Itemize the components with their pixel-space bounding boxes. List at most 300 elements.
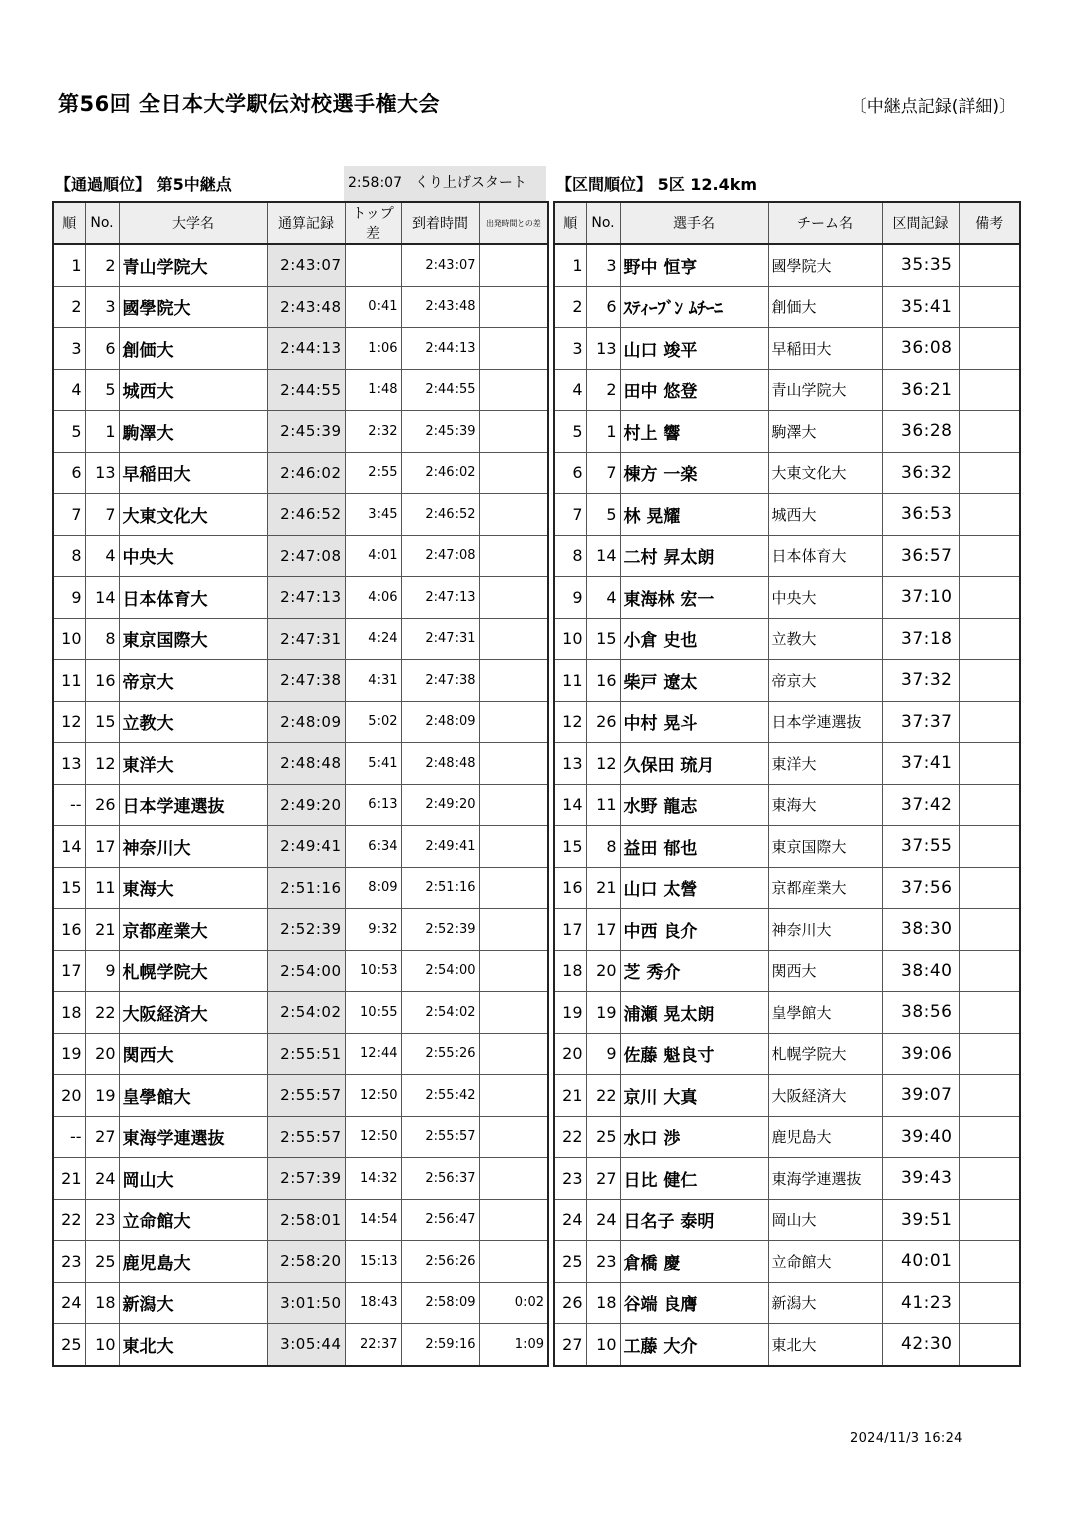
runner-name-cell: 山口 竣平 xyxy=(620,328,768,370)
rank-cell: -- xyxy=(53,1116,85,1158)
departure-gap-cell xyxy=(479,328,548,370)
university-name-cell: 東北大 xyxy=(119,1324,267,1366)
notes-cell xyxy=(959,1199,1020,1241)
table-row xyxy=(554,1158,1020,1200)
cumulative-time-cell: 2:49:41 xyxy=(267,826,345,868)
departure-gap-cell xyxy=(479,1241,548,1283)
university-name-cell: 立命館大 xyxy=(119,1199,267,1241)
section-time-cell: 37:32 xyxy=(882,660,959,702)
rank-cell: 11 xyxy=(53,660,85,702)
university-name-cell: 日本体育大 xyxy=(119,577,267,619)
bib-number-cell: 22 xyxy=(586,1075,620,1117)
bib-number-cell: 13 xyxy=(85,452,119,494)
table-row xyxy=(554,743,1020,785)
gap-to-top-cell: 18:43 xyxy=(345,1282,401,1324)
rank-cell: 24 xyxy=(53,1282,85,1324)
arrival-time-cell: 2:49:20 xyxy=(401,784,479,826)
university-name-cell: 青山学院大 xyxy=(119,244,267,286)
notes-cell xyxy=(959,909,1020,951)
runner-name-cell: 久保田 琉月 xyxy=(620,743,768,785)
rank-cell: 2 xyxy=(554,286,586,328)
table-row xyxy=(53,494,548,536)
departure-gap-cell xyxy=(479,494,548,536)
notes-cell xyxy=(959,701,1020,743)
university-name-cell: 皇學館大 xyxy=(119,1075,267,1117)
university-name-cell: 東海大 xyxy=(119,867,267,909)
rank-cell: 8 xyxy=(53,535,85,577)
departure-gap-cell xyxy=(479,1199,548,1241)
departure-gap-cell xyxy=(479,992,548,1034)
rank-cell: 2 xyxy=(53,286,85,328)
bib-number-cell: 12 xyxy=(586,743,620,785)
col-number-header: No. xyxy=(586,202,620,244)
runner-name-cell: 小倉 史也 xyxy=(620,618,768,660)
notes-cell xyxy=(959,1075,1020,1117)
bib-number-cell: 26 xyxy=(586,701,620,743)
departure-gap-cell xyxy=(479,244,548,286)
team-name-cell: 日本体育大 xyxy=(768,535,882,577)
departure-gap-cell xyxy=(479,535,548,577)
runner-name-cell: 芝 秀介 xyxy=(620,950,768,992)
bib-number-cell: 15 xyxy=(586,618,620,660)
table-row xyxy=(554,452,1020,494)
bib-number-cell: 13 xyxy=(586,328,620,370)
section-time-cell: 39:06 xyxy=(882,1033,959,1075)
university-name-cell: 東京国際大 xyxy=(119,618,267,660)
bib-number-cell: 7 xyxy=(586,452,620,494)
cumulative-time-cell: 2:45:39 xyxy=(267,411,345,453)
table-row xyxy=(53,1324,548,1366)
university-name-cell: 岡山大 xyxy=(119,1158,267,1200)
notes-cell xyxy=(959,1282,1020,1324)
departure-gap-cell xyxy=(479,577,548,619)
arrival-time-cell: 2:58:09 xyxy=(401,1282,479,1324)
table-row xyxy=(554,1075,1020,1117)
section-time-cell: 36:53 xyxy=(882,494,959,536)
runner-name-cell: 京川 大真 xyxy=(620,1075,768,1117)
runner-name-cell: 水口 渉 xyxy=(620,1116,768,1158)
bib-number-cell: 23 xyxy=(85,1199,119,1241)
departure-gap-cell xyxy=(479,369,548,411)
university-name-cell: 神奈川大 xyxy=(119,826,267,868)
bib-number-cell: 16 xyxy=(85,660,119,702)
rank-cell: 7 xyxy=(554,494,586,536)
gap-to-top-cell: 12:44 xyxy=(345,1033,401,1075)
team-name-cell: 大東文化大 xyxy=(768,452,882,494)
arrival-time-cell: 2:46:02 xyxy=(401,452,479,494)
cumulative-time-cell: 2:43:07 xyxy=(267,244,345,286)
departure-gap-cell: 1:09 xyxy=(479,1324,548,1366)
rank-cell: 10 xyxy=(53,618,85,660)
rank-cell: 1 xyxy=(554,244,586,286)
team-name-cell: 駒澤大 xyxy=(768,411,882,453)
gap-to-top-cell: 10:53 xyxy=(345,950,401,992)
table-row xyxy=(554,369,1020,411)
col-team-header: チーム名 xyxy=(768,202,882,244)
rank-cell: 19 xyxy=(554,992,586,1034)
arrival-time-cell: 2:59:16 xyxy=(401,1324,479,1366)
university-name-cell: 東洋大 xyxy=(119,743,267,785)
arrival-time-cell: 2:44:55 xyxy=(401,369,479,411)
rank-cell: 14 xyxy=(53,826,85,868)
rank-cell: 5 xyxy=(53,411,85,453)
table-row xyxy=(53,701,548,743)
runner-name-cell: 日比 健仁 xyxy=(620,1158,768,1200)
cumulative-time-cell: 2:44:55 xyxy=(267,369,345,411)
rank-cell: 3 xyxy=(554,328,586,370)
cumulative-time-cell: 2:49:20 xyxy=(267,784,345,826)
gap-to-top-cell: 12:50 xyxy=(345,1075,401,1117)
cumulative-time-cell: 2:44:13 xyxy=(267,328,345,370)
table-row xyxy=(53,909,548,951)
cumulative-time-cell: 2:55:57 xyxy=(267,1075,345,1117)
arrival-time-cell: 2:47:38 xyxy=(401,660,479,702)
rank-cell: 20 xyxy=(554,1033,586,1075)
col-rank-header: 順 xyxy=(53,202,85,244)
gap-to-top-cell: 10:55 xyxy=(345,992,401,1034)
table-row xyxy=(554,411,1020,453)
university-name-cell: 駒澤大 xyxy=(119,411,267,453)
table-row xyxy=(554,1282,1020,1324)
bib-number-cell: 23 xyxy=(586,1241,620,1283)
notes-cell xyxy=(959,411,1020,453)
table-row xyxy=(554,618,1020,660)
notes-cell xyxy=(959,328,1020,370)
university-name-cell: 中央大 xyxy=(119,535,267,577)
table-row xyxy=(53,1033,548,1075)
team-name-cell: 大阪経済大 xyxy=(768,1075,882,1117)
rank-cell: 26 xyxy=(554,1282,586,1324)
departure-gap-cell xyxy=(479,286,548,328)
bib-number-cell: 8 xyxy=(586,826,620,868)
table-row xyxy=(53,535,548,577)
bib-number-cell: 6 xyxy=(586,286,620,328)
start-time: 2:58:07 xyxy=(348,175,402,191)
cumulative-time-cell: 3:05:44 xyxy=(267,1324,345,1366)
section-time-cell: 37:42 xyxy=(882,784,959,826)
section-time-cell: 37:37 xyxy=(882,701,959,743)
gap-to-top-cell: 15:13 xyxy=(345,1241,401,1283)
col-section-time-header: 区間記録 xyxy=(882,202,959,244)
team-name-cell: 帝京大 xyxy=(768,660,882,702)
team-name-cell: 早稲田大 xyxy=(768,328,882,370)
university-name-cell: 新潟大 xyxy=(119,1282,267,1324)
notes-cell xyxy=(959,826,1020,868)
section-time-cell: 39:43 xyxy=(882,1158,959,1200)
rank-cell: 20 xyxy=(53,1075,85,1117)
col-university-header: 大学名 xyxy=(119,202,267,244)
bib-number-cell: 21 xyxy=(85,909,119,951)
departure-gap-cell xyxy=(479,1158,548,1200)
runner-name-cell: 東海林 宏一 xyxy=(620,577,768,619)
table-row xyxy=(53,618,548,660)
university-name-cell: 大東文化大 xyxy=(119,494,267,536)
team-name-cell: 城西大 xyxy=(768,494,882,536)
runner-name-cell: 柴戸 遼太 xyxy=(620,660,768,702)
university-name-cell: 早稲田大 xyxy=(119,452,267,494)
rank-cell: 3 xyxy=(53,328,85,370)
bib-number-cell: 27 xyxy=(586,1158,620,1200)
table-row xyxy=(53,950,548,992)
rank-cell: 15 xyxy=(53,867,85,909)
team-name-cell: 東京国際大 xyxy=(768,826,882,868)
bib-number-cell: 4 xyxy=(586,577,620,619)
table-row xyxy=(554,494,1020,536)
notes-cell xyxy=(959,992,1020,1034)
table-row xyxy=(53,743,548,785)
table-row xyxy=(554,577,1020,619)
section-time-cell: 36:32 xyxy=(882,452,959,494)
cumulative-time-cell: 2:58:20 xyxy=(267,1241,345,1283)
cumulative-time-cell: 2:55:51 xyxy=(267,1033,345,1075)
rank-cell: 5 xyxy=(554,411,586,453)
arrival-time-cell: 2:43:48 xyxy=(401,286,479,328)
bib-number-cell: 25 xyxy=(586,1116,620,1158)
departure-gap-cell xyxy=(479,1116,548,1158)
bib-number-cell: 3 xyxy=(586,244,620,286)
notes-cell xyxy=(959,660,1020,702)
table-row xyxy=(53,1199,548,1241)
departure-gap-cell xyxy=(479,743,548,785)
section-time-cell: 37:55 xyxy=(882,826,959,868)
rank-cell: 21 xyxy=(554,1075,586,1117)
rank-cell: 10 xyxy=(554,618,586,660)
arrival-time-cell: 2:54:02 xyxy=(401,992,479,1034)
bib-number-cell: 26 xyxy=(85,784,119,826)
table-row xyxy=(554,867,1020,909)
cumulative-time-cell: 2:52:39 xyxy=(267,909,345,951)
table-row xyxy=(554,1199,1020,1241)
cumulative-time-cell: 2:54:00 xyxy=(267,950,345,992)
university-name-cell: 大阪経済大 xyxy=(119,992,267,1034)
runner-name-cell: 二村 昇太朗 xyxy=(620,535,768,577)
rank-cell: 25 xyxy=(53,1324,85,1366)
col-gap-to-top-header: トップ差 xyxy=(345,202,401,244)
table-row xyxy=(554,826,1020,868)
runner-name-cell: 村上 響 xyxy=(620,411,768,453)
runner-name-cell: 谷端 良膺 xyxy=(620,1282,768,1324)
departure-gap-cell xyxy=(479,826,548,868)
rank-cell: 1 xyxy=(53,244,85,286)
cumulative-time-cell: 3:01:50 xyxy=(267,1282,345,1324)
university-name-cell: 札幌学院大 xyxy=(119,950,267,992)
table-row xyxy=(554,286,1020,328)
gap-to-top-cell: 2:55 xyxy=(345,452,401,494)
university-name-cell: 立教大 xyxy=(119,701,267,743)
section-rank-table xyxy=(553,201,1021,1367)
gap-to-top-cell: 2:32 xyxy=(345,411,401,453)
university-name-cell: 日本学連選抜 xyxy=(119,784,267,826)
departure-gap-cell xyxy=(479,618,548,660)
passing-rank-section-label: 【通過順位】 第5中継点 xyxy=(55,175,232,194)
university-name-cell: 帝京大 xyxy=(119,660,267,702)
bib-number-cell: 21 xyxy=(586,867,620,909)
gap-to-top-cell: 6:34 xyxy=(345,826,401,868)
section-time-cell: 37:18 xyxy=(882,618,959,660)
notes-cell xyxy=(959,286,1020,328)
university-name-cell: 京都産業大 xyxy=(119,909,267,951)
gap-to-top-cell: 4:01 xyxy=(345,535,401,577)
university-name-cell: 東海学連選抜 xyxy=(119,1116,267,1158)
section-time-cell: 35:41 xyxy=(882,286,959,328)
col-arrival-time-header: 到着時間 xyxy=(401,202,479,244)
rank-cell: 17 xyxy=(53,950,85,992)
bib-number-cell: 2 xyxy=(586,369,620,411)
table-row xyxy=(53,992,548,1034)
gap-to-top-cell: 6:13 xyxy=(345,784,401,826)
team-name-cell: 立命館大 xyxy=(768,1241,882,1283)
bib-number-cell: 11 xyxy=(85,867,119,909)
section-time-cell: 37:10 xyxy=(882,577,959,619)
col-notes-header: 備考 xyxy=(959,202,1020,244)
arrival-time-cell: 2:45:39 xyxy=(401,411,479,453)
departure-gap-cell xyxy=(479,660,548,702)
bib-number-cell: 10 xyxy=(586,1324,620,1366)
cumulative-time-cell: 2:46:52 xyxy=(267,494,345,536)
gap-to-top-cell: 1:48 xyxy=(345,369,401,411)
rank-cell: 13 xyxy=(554,743,586,785)
arrival-time-cell: 2:55:26 xyxy=(401,1033,479,1075)
runner-name-cell: 中村 晃斗 xyxy=(620,701,768,743)
table-row xyxy=(554,244,1020,286)
arrival-time-cell: 2:55:57 xyxy=(401,1116,479,1158)
bib-number-cell: 17 xyxy=(586,909,620,951)
section-time-cell: 36:57 xyxy=(882,535,959,577)
rank-cell: 23 xyxy=(53,1241,85,1283)
bib-number-cell: 9 xyxy=(85,950,119,992)
arrival-time-cell: 2:47:31 xyxy=(401,618,479,660)
table-row xyxy=(554,992,1020,1034)
team-name-cell: 関西大 xyxy=(768,950,882,992)
notes-cell xyxy=(959,244,1020,286)
runner-name-cell: 佐藤 魁良寸 xyxy=(620,1033,768,1075)
rank-cell: 25 xyxy=(554,1241,586,1283)
bib-number-cell: 15 xyxy=(85,701,119,743)
departure-gap-cell: 0:02 xyxy=(479,1282,548,1324)
runner-name-cell: 益田 郁也 xyxy=(620,826,768,868)
section-time-cell: 39:51 xyxy=(882,1199,959,1241)
col-runner-header: 選手名 xyxy=(620,202,768,244)
bib-number-cell: 4 xyxy=(85,535,119,577)
team-name-cell: 神奈川大 xyxy=(768,909,882,951)
notes-cell xyxy=(959,743,1020,785)
rank-cell: 24 xyxy=(554,1199,586,1241)
rank-cell: 22 xyxy=(53,1199,85,1241)
rank-cell: 15 xyxy=(554,826,586,868)
section-time-cell: 40:01 xyxy=(882,1241,959,1283)
table-row xyxy=(554,784,1020,826)
team-name-cell: 札幌学院大 xyxy=(768,1033,882,1075)
runner-name-cell: 田中 悠登 xyxy=(620,369,768,411)
bib-number-cell: 6 xyxy=(85,328,119,370)
team-name-cell: 東海学連選抜 xyxy=(768,1158,882,1200)
notes-cell xyxy=(959,1158,1020,1200)
arrival-time-cell: 2:44:13 xyxy=(401,328,479,370)
table-row xyxy=(554,1033,1020,1075)
cumulative-time-cell: 2:47:08 xyxy=(267,535,345,577)
team-name-cell: 新潟大 xyxy=(768,1282,882,1324)
notes-cell xyxy=(959,1033,1020,1075)
departure-gap-cell xyxy=(479,1033,548,1075)
rank-cell: 18 xyxy=(554,950,586,992)
rank-cell: 23 xyxy=(554,1158,586,1200)
arrival-time-cell: 2:52:39 xyxy=(401,909,479,951)
notes-cell xyxy=(959,1241,1020,1283)
section-time-cell: 39:07 xyxy=(882,1075,959,1117)
arrival-time-cell: 2:56:47 xyxy=(401,1199,479,1241)
arrival-time-cell: 2:47:08 xyxy=(401,535,479,577)
table-row xyxy=(53,286,548,328)
notes-cell xyxy=(959,494,1020,536)
runner-name-cell: 中西 良介 xyxy=(620,909,768,951)
bib-number-cell: 20 xyxy=(586,950,620,992)
table-row xyxy=(554,909,1020,951)
section-rank-section-label: 【区間順位】 5区 12.4km xyxy=(556,175,758,194)
notes-cell xyxy=(959,452,1020,494)
cumulative-time-cell: 2:47:31 xyxy=(267,618,345,660)
start-note: くり上げスタート xyxy=(414,175,527,191)
team-name-cell: 立教大 xyxy=(768,618,882,660)
departure-gap-cell xyxy=(479,411,548,453)
rank-cell: 12 xyxy=(554,701,586,743)
team-name-cell: 中央大 xyxy=(768,577,882,619)
col-cumulative-time-header: 通算記録 xyxy=(267,202,345,244)
arrival-time-cell: 2:51:16 xyxy=(401,867,479,909)
arrival-time-cell: 2:54:00 xyxy=(401,950,479,992)
section-time-cell: 38:56 xyxy=(882,992,959,1034)
cumulative-time-cell: 2:55:57 xyxy=(267,1116,345,1158)
bib-number-cell: 11 xyxy=(586,784,620,826)
bib-number-cell: 10 xyxy=(85,1324,119,1366)
cumulative-time-cell: 2:47:38 xyxy=(267,660,345,702)
departure-gap-cell xyxy=(479,701,548,743)
university-name-cell: 國學院大 xyxy=(119,286,267,328)
bib-number-cell: 1 xyxy=(85,411,119,453)
table-row xyxy=(53,826,548,868)
section-time-cell: 37:56 xyxy=(882,867,959,909)
gap-to-top-cell: 1:06 xyxy=(345,328,401,370)
rank-cell: 27 xyxy=(554,1324,586,1366)
rank-cell: 13 xyxy=(53,743,85,785)
rank-cell: 7 xyxy=(53,494,85,536)
notes-cell xyxy=(959,784,1020,826)
bib-number-cell: 12 xyxy=(85,743,119,785)
table-row xyxy=(53,1116,548,1158)
gap-to-top-cell: 5:41 xyxy=(345,743,401,785)
rank-cell: 6 xyxy=(554,452,586,494)
table-row xyxy=(554,660,1020,702)
section-time-cell: 35:35 xyxy=(882,244,959,286)
section-time-cell: 39:40 xyxy=(882,1116,959,1158)
runner-name-cell: 林 晃耀 xyxy=(620,494,768,536)
table-row xyxy=(53,1158,548,1200)
cumulative-time-cell: 2:48:48 xyxy=(267,743,345,785)
table-row xyxy=(53,660,548,702)
bib-number-cell: 19 xyxy=(85,1075,119,1117)
table-row xyxy=(53,411,548,453)
bib-number-cell: 9 xyxy=(586,1033,620,1075)
table-row xyxy=(53,1075,548,1117)
cumulative-time-cell: 2:54:02 xyxy=(267,992,345,1034)
departure-gap-cell xyxy=(479,452,548,494)
runner-name-cell: 浦瀬 晃太朗 xyxy=(620,992,768,1034)
table-row xyxy=(53,452,548,494)
notes-cell xyxy=(959,369,1020,411)
runner-name-cell: 日名子 泰明 xyxy=(620,1199,768,1241)
bib-number-cell: 3 xyxy=(85,286,119,328)
gap-to-top-cell: 4:24 xyxy=(345,618,401,660)
table-row xyxy=(53,328,548,370)
